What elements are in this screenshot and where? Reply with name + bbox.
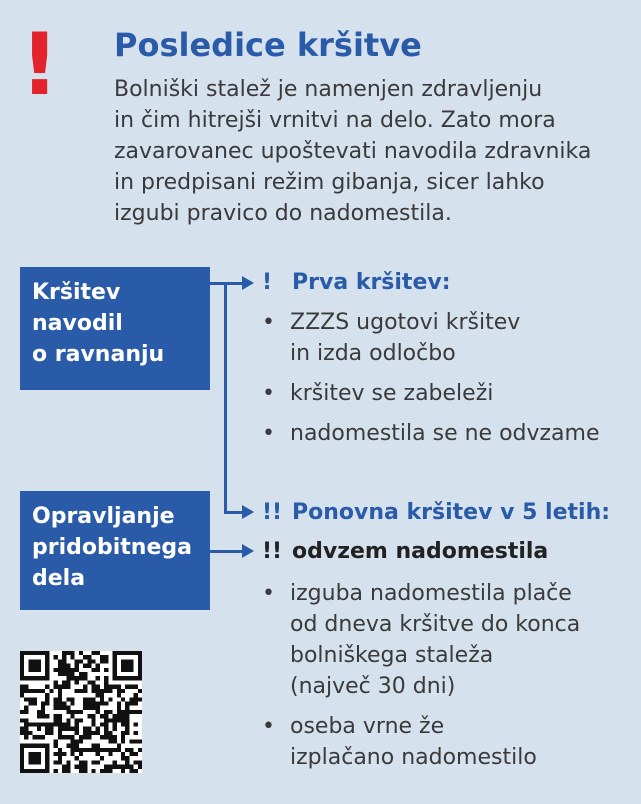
first-violation-heading — [262, 268, 451, 298]
revocation-heading — [262, 537, 548, 567]
arrow-icon — [242, 544, 254, 558]
box-line: pridobitnega — [32, 535, 192, 560]
violation-instructions-box — [20, 267, 210, 390]
first-violation-list — [262, 307, 600, 449]
page-title: Posledice kršitve — [114, 26, 422, 64]
item-line: kršitev se zabeleži — [290, 381, 494, 406]
repeat-violation-list — [262, 578, 580, 773]
intro-line: Bolniški stalež je namenjen zdravljenju — [114, 77, 543, 102]
bullet-icon: • — [262, 381, 275, 406]
box-line: o ravnanju — [32, 342, 165, 367]
repeat-violation-heading — [262, 498, 610, 528]
arrow-icon — [242, 276, 254, 290]
item-line: od dneva kršitve do konca — [290, 612, 581, 637]
item-line: ZZZS ugotovi kršitev — [290, 310, 521, 335]
list-item — [262, 418, 600, 449]
intro-text — [114, 74, 624, 229]
double-exclamation-mark: !! — [262, 500, 283, 525]
list-item — [262, 307, 600, 369]
intro-line: izgubi pravico do nadomestila. — [114, 201, 452, 226]
list-item — [262, 378, 600, 409]
bullet-icon: • — [262, 310, 275, 335]
intro-line: zavarovanec upoštevati navodila zdravnika — [114, 139, 592, 164]
exclamation-mark: ! — [262, 270, 273, 295]
exclamation-icon: ! — [20, 15, 60, 115]
intro-line: in čim hitrejši vrnitvi na delo. Zato mora — [114, 108, 556, 133]
double-exclamation-mark: !! — [262, 539, 283, 564]
connector-line — [224, 511, 244, 514]
connector-line — [224, 282, 227, 513]
heading-text: Ponovna kršitev v 5 letih: — [292, 500, 611, 525]
box-line: navodil — [32, 311, 123, 336]
item-line: bolniškega staleža — [290, 643, 494, 668]
item-line: izguba nadomestila plače — [290, 581, 572, 606]
item-line: (največ 30 dni) — [290, 674, 456, 699]
connector-line — [210, 550, 244, 553]
bullet-icon: • — [262, 421, 275, 446]
item-line: izplačano nadomestilo — [290, 745, 537, 770]
arrow-icon — [242, 505, 254, 519]
item-line: oseba vrne že — [290, 714, 445, 739]
intro-line: in predpisani režim gibanja, sicer lahko — [114, 170, 545, 195]
item-line: in izda odločbo — [290, 341, 456, 366]
list-item — [262, 578, 580, 702]
item-line: nadomestila se ne odvzame — [290, 421, 600, 446]
heading-text: Prva kršitev: — [292, 270, 451, 295]
heading-text: odvzem nadomestila — [292, 539, 549, 564]
bullet-icon: • — [262, 714, 275, 739]
gainful-work-box — [20, 491, 210, 610]
bullet-icon: • — [262, 581, 275, 606]
box-line: dela — [32, 566, 86, 591]
qr-code-icon[interactable] — [20, 651, 142, 773]
box-line: Kršitev — [32, 280, 121, 305]
box-line: Opravljanje — [32, 504, 175, 529]
list-item — [262, 711, 580, 773]
connector-line — [210, 282, 244, 285]
